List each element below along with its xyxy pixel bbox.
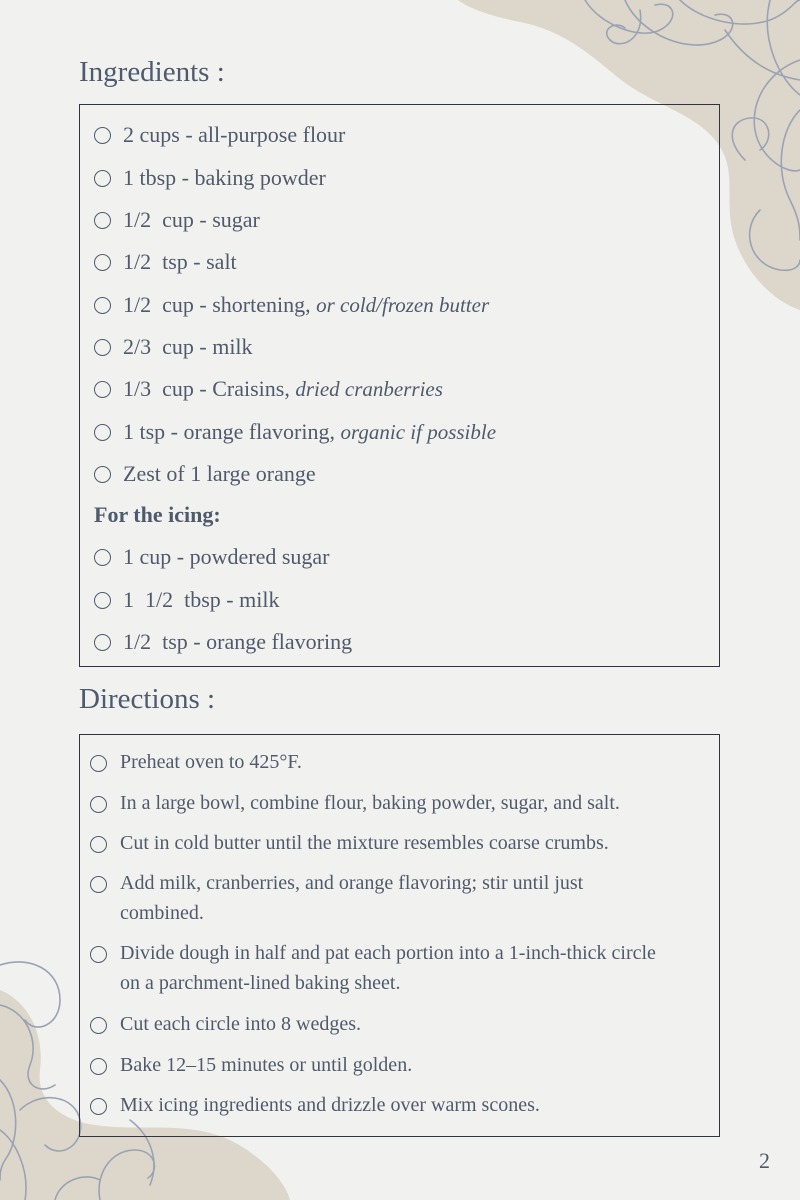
ingredient-item[interactable]: 2 cups - all-purpose flour — [94, 120, 345, 150]
checkbox-circle-icon[interactable] — [94, 549, 111, 566]
icing-item[interactable]: 1 cup - powdered sugar — [94, 542, 330, 572]
ingredient-note: or cold/frozen butter — [316, 293, 490, 317]
checkbox-circle-icon[interactable] — [94, 254, 111, 271]
direction-step[interactable]: Cut in cold butter until the mixture resembles coarse crumbs. — [90, 828, 680, 858]
icing-item[interactable]: 1/2 tsp - orange flavoring — [94, 627, 352, 657]
checkbox-circle-icon[interactable] — [90, 1098, 107, 1115]
checkbox-circle-icon[interactable] — [94, 212, 111, 229]
ingredient-note: dried cranberries — [295, 377, 443, 401]
icing-subheading: For the icing: — [94, 502, 221, 527]
checkbox-circle-icon[interactable] — [90, 876, 107, 893]
checkbox-circle-icon[interactable] — [90, 836, 107, 853]
page-number: 2 — [759, 1148, 770, 1173]
checkbox-circle-icon[interactable] — [94, 127, 111, 144]
checkbox-circle-icon[interactable] — [94, 297, 111, 314]
direction-step[interactable]: Add milk, cranberries, and orange flavoring; stir until just combined. — [90, 868, 635, 928]
ingredient-item[interactable]: 1/2 cup - shortening, or cold/frozen butter — [94, 290, 489, 320]
ingredients-title: Ingredients : — [79, 56, 225, 88]
direction-step[interactable]: Cut each circle into 8 wedges. — [90, 1009, 680, 1039]
ingredient-item[interactable]: 1/2 tsp - salt — [94, 247, 237, 277]
checkbox-circle-icon[interactable] — [90, 1058, 107, 1075]
checkbox-circle-icon[interactable] — [90, 1017, 107, 1034]
checkbox-circle-icon[interactable] — [94, 592, 111, 609]
ingredient-item[interactable]: 1/3 cup - Craisins, dried cranberries — [94, 374, 443, 404]
ingredient-note: organic if possible — [340, 420, 497, 444]
direction-step[interactable]: Preheat oven to 425°F. — [90, 747, 680, 777]
checkbox-circle-icon[interactable] — [94, 381, 111, 398]
ingredients-box — [79, 104, 720, 667]
checkbox-circle-icon[interactable] — [90, 796, 107, 813]
checkbox-circle-icon[interactable] — [90, 946, 107, 963]
checkbox-circle-icon[interactable] — [94, 424, 111, 441]
checkbox-circle-icon[interactable] — [94, 170, 111, 187]
ingredient-item[interactable]: 1 tbsp - baking powder — [94, 163, 326, 193]
checkbox-circle-icon[interactable] — [94, 339, 111, 356]
icing-item[interactable]: 1 1/2 tbsp - milk — [94, 585, 279, 615]
direction-step[interactable]: Divide dough in half and pat each portion into a 1-inch-thick circle on a parchment-lined baking sheet. — [90, 938, 680, 998]
directions-box — [79, 734, 720, 1137]
direction-step[interactable]: Mix icing ingredients and drizzle over warm scones. — [90, 1090, 680, 1120]
ingredient-item[interactable]: Zest of 1 large orange — [94, 459, 316, 489]
checkbox-circle-icon[interactable] — [90, 755, 107, 772]
ingredient-item[interactable]: 1 tsp - orange flavoring, organic if possible — [94, 417, 496, 447]
checkbox-circle-icon[interactable] — [94, 466, 111, 483]
ingredient-item[interactable]: 1/2 cup - sugar — [94, 205, 260, 235]
ingredient-item[interactable]: 2/3 cup - milk — [94, 332, 253, 362]
direction-step[interactable]: In a large bowl, combine flour, baking powder, sugar, and salt. — [90, 788, 680, 818]
checkbox-circle-icon[interactable] — [94, 634, 111, 651]
direction-step[interactable]: Bake 12–15 minutes or until golden. — [90, 1050, 680, 1080]
directions-title: Directions : — [79, 683, 216, 715]
